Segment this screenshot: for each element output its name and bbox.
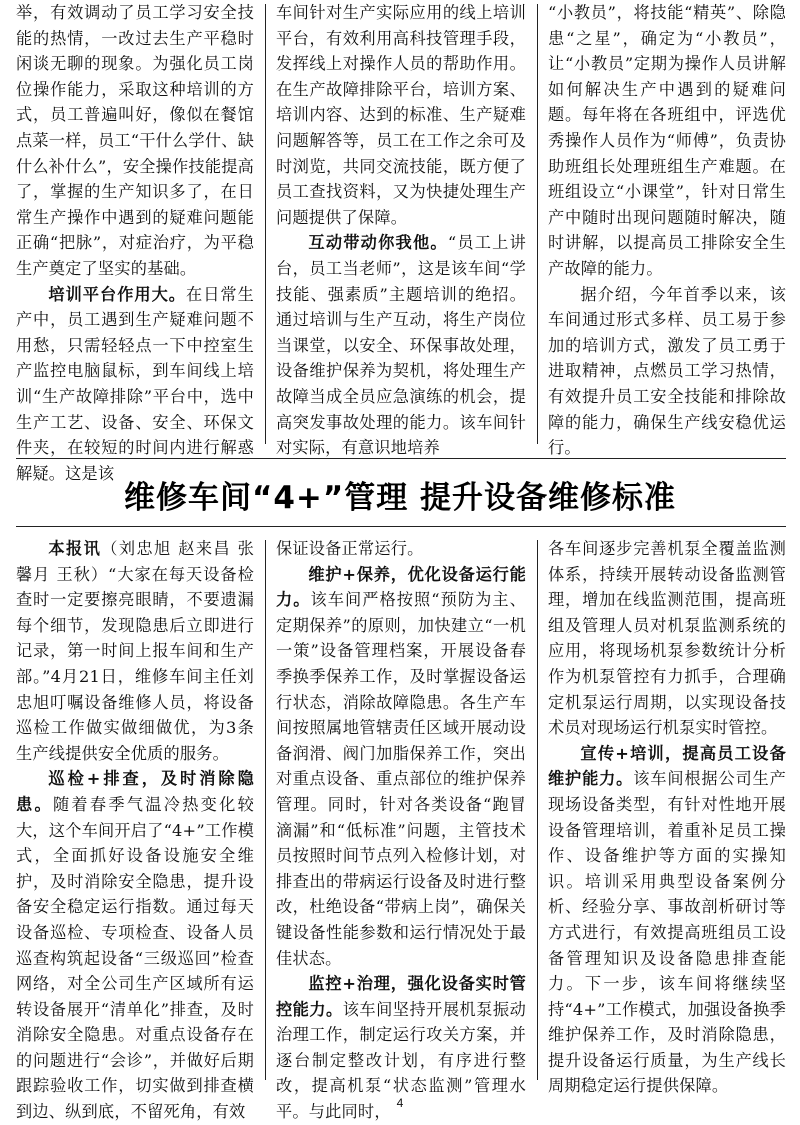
headline-rule-bottom	[16, 526, 786, 527]
paragraph: 互动带动你我他。“员工上讲台，员工当老师”，这是该车间“学技能、强素质”主题培训的绝招。通过培训与生产互动，将生产岗位当课堂，以安全、环保事故处理，设备维护保养为契机，将处理生产故障当成全员应急演练的机会，提高突发事故处理的能力。该车间针对实际，有意识地培养	[276, 233, 526, 458]
paragraph: 车间针对生产实际应用的线上培训平台，有效利用高科技管理手段，发挥线上对操作人员的帮助作用。在生产故障排除平台，培训方案、培训内容、达到的标准、生产疑难问题解答等，员工在工作之余可及时浏览，共同交流技能，既方便了员工查找资料，又为快捷处理生产问题提供了保障。	[276, 3, 526, 227]
top-column-1	[16, 0, 254, 486]
section-lead: 监控+治理，强化设备实时管控能力。	[276, 974, 526, 1019]
paragraph: 维护+保养，优化设备运行能力。该车间严格按照“预防为主、定期保养”的原则，加快建立“一机一策”设备管理档案，开展设备春季换季保养工作，及时掌握设备运行状态，消除故障隐患。各生产车间按照属地管辖责任区域开展动设备润滑、阀门加脂保养工作，突出对重点设备、重点部位的维护保养管理。同时，针对各类设备“跑冒滴漏”和“低标准”问题，主管技术员按照时间节点列入检修计划，对排查出的带病运行设备及时进行整改，杜绝设备“带病上岗”，确保关键设备性能参数和运行情况处于最佳状态。	[276, 564, 527, 968]
paragraph: 据介绍，今年首季以来，该车间通过形式多样、员工易于参加的培训方式，激发了员工勇于进取精神，点燃员工学习热情，有效提升员工安全技能和排除故障的能力，确保生产线安稳优运行。	[548, 284, 786, 458]
paragraph: 举，有效调动了员工学习安全技能的热情，一改过去生产平稳时闲谈无聊的现象。为强化员工岗位操作能力，采取这种培训的方式，员工普遍叫好，像似在餐馆点菜一样，员工“干什么学什、缺什么补什么”，安全操作技能提高了，掌握的生产知识多了，在日常生产操作中遇到的疑难问题能正确“把脉”，对症治疗，为平稳生产奠定了坚实的基础。	[16, 3, 254, 278]
paragraph: 培训平台作用大。在日常生产中，员工遇到生产疑难问题不用愁，只需轻轻点一下中控室生产监控电脑鼠标，到车间线上培训“生产故障排除”平台中，选中生产工艺、设备、安全、环保文件夹，在较短的时间内进行解惑解疑。这是该	[16, 284, 254, 483]
article-headline: 维修车间“4+”管理 提升设备维修标准	[123, 480, 677, 516]
paragraph: 巡检+排查，及时消除隐患。随着春季气温冷热变化较大，这个车间开启了“4+”工作模式，全面抓好设备设施安全维护，及时消除安全隐患，提升设备安全稳定运行指数。通过每天设备巡检、专项检查、设备人员巡查构筑起设备“三级巡回”检查网络，对全公司生产区域所有运转设备展开“清单化”排查，及时消除安全隐患。对重点设备存在的问题进行“会诊”，并做好后期跟踪验收工作，切实做到排查横到边、纵到底，不留死角，有效	[16, 769, 254, 1122]
column-divider	[537, 540, 538, 1080]
bottom-column-3	[548, 536, 786, 1099]
top-column-3	[548, 0, 786, 461]
section-lead: 巡检+排查，及时消除隐患。	[16, 769, 254, 814]
section-lead: 维护+保养，优化设备运行能力。	[276, 564, 526, 610]
paragraph: 本报讯（刘忠旭 赵来昌 张馨月 王秋）“大家在每天设备检查时一定要擦亮眼睛，不要遗漏每个细节，发现隐患后立即进行记录，第一时间上报车间和生产部。”4月21日，维修车间主任刘忠旭叮嘱设备维修人员，将设备巡检工作做实做细做优，为3条生产线提供安全优质的服务。	[16, 539, 254, 763]
paragraph: 监控+治理，强化设备实时管控能力。该车间坚持开展机泵振动治理工作，制定运行攻关方案，并逐台制定整改计划，有序进行整改，提高机泵“状态监测”管理水平。与此同时，	[276, 974, 526, 1122]
headline-rule-top	[16, 458, 786, 459]
bottom-column-1	[16, 536, 254, 1125]
column-divider	[265, 4, 266, 444]
top-column-2	[276, 0, 526, 461]
page-number: 4	[396, 1096, 404, 1110]
section-lead: 宣传+培训，提高员工设备维护能力。	[548, 743, 786, 789]
section-lead: 互动带动你我他。	[308, 233, 448, 253]
section-lead: 本报讯	[48, 539, 102, 558]
column-divider	[537, 4, 538, 444]
paragraph: “小教员”，将技能“精英”、除隐患“之星”，确定为“小教员”，让“小教员”定期为操作人员讲解如何解决生产中遇到的疑难问题。每年将在各班组中，评选优秀操作人员作为“师傅”，负责协助班组长处理班组生产难题。在班组设立“小课堂”，针对日常生产中随时出现问题随时解决，随时讲解，以提高员工排除安全生产故障的能力。	[548, 3, 786, 278]
paragraph: 各车间逐步完善机泵全覆盖监测体系，持续开展转动设备监测管理，增加在线监测范围，提高班组及管理人员对机泵监测系统的应用，将现场机泵参数统计分析作为机泵管控有力抓手，合理确定机泵运行周期，以实现设备技术员对现场运行机泵实时管控。	[548, 539, 786, 738]
section-lead: 培训平台作用大。	[48, 284, 186, 304]
paragraph: 宣传+培训，提高员工设备维护能力。该车间根据公司生产现场设备类型，有针对性地开展设备管理培训，着重补足员工操作、设备维护等方面的实操知识。培训采用典型设备案例分析、经验分享、事故剖析研讨等方式进行，有效提高班组员工设备管理知识及设备隐患排查能力。下一步，该车间将继续坚持“4+”工作模式，加强设备换季维护保养工作，及时消除隐患，提升设备运行质量，为生产线长周期稳定运行提供保障。	[548, 743, 786, 1096]
paragraph: 保证设备正常运行。	[276, 539, 424, 558]
column-divider	[265, 540, 266, 1080]
bottom-column-2	[276, 536, 526, 1125]
